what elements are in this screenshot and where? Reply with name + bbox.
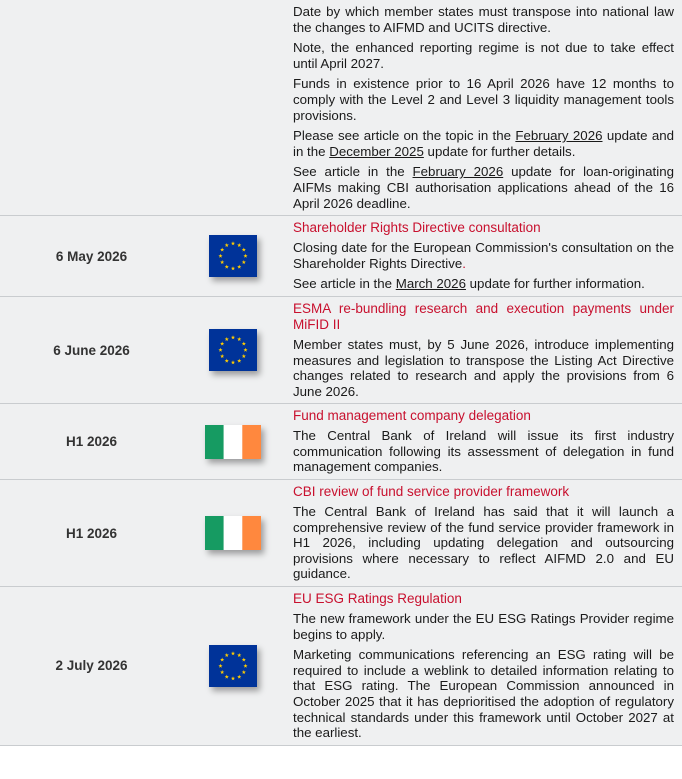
- row-title: EU ESG Ratings Regulation: [293, 591, 462, 607]
- row-body: [283, 480, 682, 587]
- eu-flag-icon: [209, 235, 257, 277]
- eu-flag-icon: [209, 645, 257, 687]
- timeline-row: [0, 404, 682, 480]
- timeline-row: [0, 216, 682, 297]
- flag-cell: [183, 480, 283, 587]
- row-title: Shareholder Rights Directive consultation: [293, 220, 541, 236]
- timeline-row: [0, 587, 682, 746]
- body-paragraph: Member states must, by 5 June 2026, introduce implementing measures and legislation to transpose the Listing Act Directive changes related to research and apply the provisions from 6 June 2026.: [293, 336, 674, 399]
- timeline-row: [0, 480, 682, 587]
- body-paragraph: The Central Bank of Ireland will issue its first industry communication following its assessment of delegation in fund management companies.: [293, 428, 674, 475]
- flag-cell: [183, 404, 283, 480]
- december-2025-update-link[interactable]: December 2025: [329, 143, 424, 159]
- row-body: [283, 587, 682, 746]
- row-date: H1 2026: [65, 525, 118, 541]
- row-title: CBI review of fund service provider framework: [293, 484, 570, 500]
- eu-flag-icon: [209, 329, 257, 371]
- row-title: Fund management company delegation: [293, 408, 531, 424]
- row-title: ESMA re-bundling research and execution payments under MiFID II: [293, 300, 674, 332]
- row-date: 6 June 2026: [53, 342, 130, 358]
- body-paragraph: Note, the enhanced reporting regime is not due to take effect until April 2027.: [293, 40, 674, 71]
- row-body: [283, 404, 682, 480]
- february-2026-update-link[interactable]: February 2026: [515, 128, 603, 144]
- body-paragraph: Date by which member states must transpose into national law the changes to AIFMD and UCITS directive.: [293, 4, 674, 35]
- row-date: H1 2026: [65, 434, 118, 450]
- february-2026-update-link[interactable]: February 2026: [412, 164, 504, 180]
- body-paragraph: See article in the February 2026 update for loan-originating AIFMs making CBI authorisation applications ahead of the 16 April 2026 deadline.: [293, 164, 674, 211]
- body-paragraph: See article in the March 2026 update for further information.: [293, 276, 645, 292]
- row-date: 2 July 2026: [55, 658, 128, 674]
- row-date: 6 May 2026: [55, 248, 128, 264]
- row-body: [283, 0, 682, 216]
- body-paragraph: Funds in existence prior to 16 April 2026 have 12 months to comply with the Level 2 and Level 3 liquidity management tools provisions.: [293, 76, 674, 123]
- body-paragraph: Closing date for the European Commission's consultation on the Shareholder Rights Directive.: [293, 240, 674, 271]
- flag-cell: [183, 587, 283, 746]
- ireland-flag-icon: [205, 516, 261, 550]
- flag-cell: [183, 216, 283, 297]
- body-paragraph: The new framework under the EU ESG Ratings Provider regime begins to apply.: [293, 611, 674, 642]
- row-body: [283, 216, 682, 297]
- march-2026-update-link[interactable]: March 2026: [395, 276, 466, 292]
- flag-cell: [183, 0, 283, 216]
- ireland-flag-icon: [205, 425, 261, 459]
- body-paragraph: Marketing communications referencing an ESG rating will be required to include a weblink to detailed information relating to that ESG rating. The European Commission announced in October 2025 that it has deprioritised the adoption of regulatory technical standards under this framework until October 2027 at the earliest.: [293, 647, 674, 741]
- timeline-row: [0, 296, 682, 403]
- row-date: [0, 0, 183, 216]
- body-paragraph: The Central Bank of Ireland has said that it will launch a comprehensive review of the fund service provider framework in H1 2026, including updating delegation and outsourcing provisions where necessary to reflect AIFMD 2.0 and EU guidance.: [293, 504, 674, 582]
- timeline-row: [0, 0, 682, 216]
- row-body: [283, 296, 682, 403]
- flag-cell: [183, 296, 283, 403]
- body-paragraph: Please see article on the topic in the February 2026 update and in the December 2025 update for further details.: [293, 128, 675, 159]
